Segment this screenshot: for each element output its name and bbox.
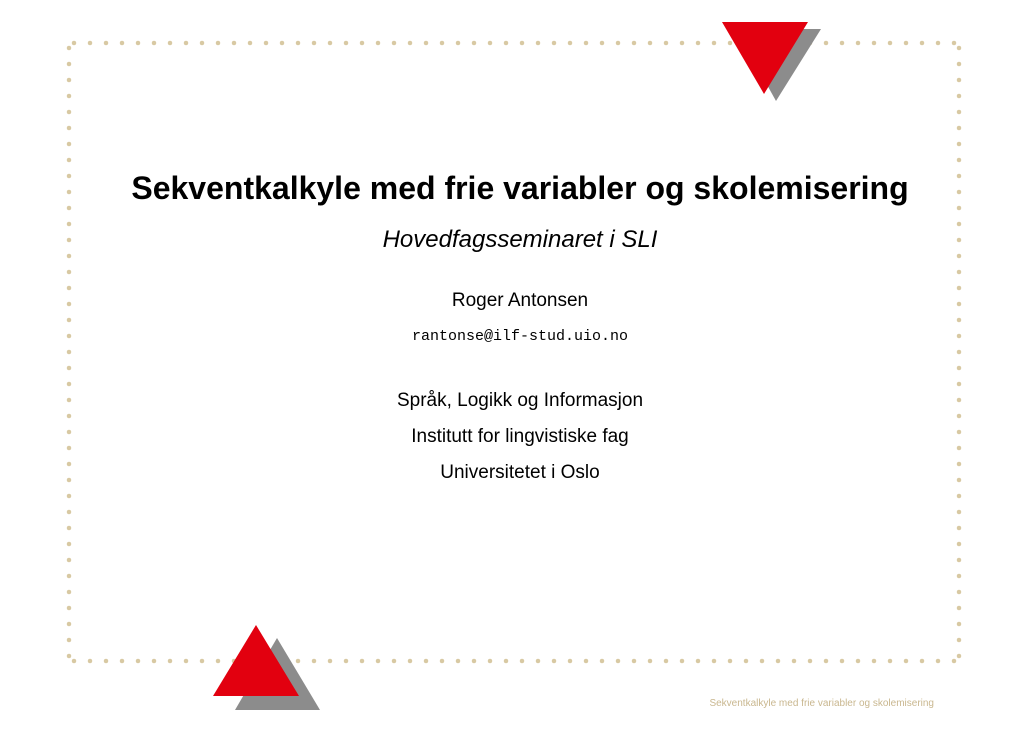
slide-footer: Sekventkalkyle med frie variabler og skolemisering [709, 698, 934, 709]
frame-left-dots [66, 40, 72, 664]
frame-bottom-dots [66, 658, 962, 664]
affiliation-university: Universitetet i Oslo [440, 462, 600, 483]
title-block [110, 170, 930, 484]
up-triangle-logo-icon [210, 622, 325, 714]
affiliation-program: Språk, Logikk og Informasjon [396, 390, 644, 411]
author-name: Roger Antonsen [451, 290, 589, 311]
slide-subtitle: Hovedfagsseminaret i SLI [382, 226, 658, 253]
slide-title: Sekventkalkyle med frie variabler og skolemisering [131, 170, 909, 206]
frame-right-dots [956, 40, 962, 664]
author-email: rantonse@ilf-stud.uio.no [411, 328, 629, 345]
down-triangle-logo-icon [720, 20, 825, 105]
frame-top-dots [66, 40, 962, 46]
affiliation-department: Institutt for lingvistiske fag [411, 426, 629, 447]
